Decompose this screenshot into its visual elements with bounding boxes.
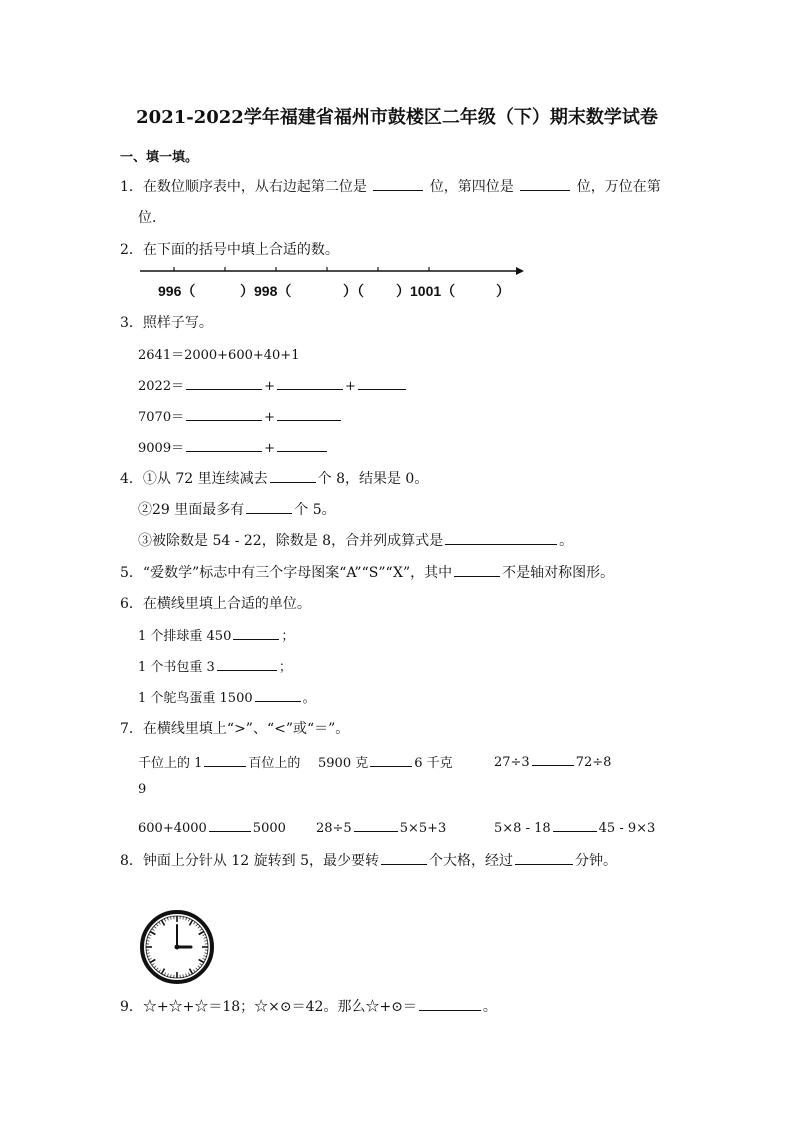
number-line	[138, 264, 528, 278]
q6-blank[interactable]	[233, 626, 279, 640]
q7-item-4: 600+4000 5000	[138, 818, 286, 836]
q3-row-2: 7070＝ +	[138, 406, 343, 425]
q7-blank[interactable]	[370, 753, 412, 767]
q5-blank[interactable]	[454, 563, 500, 577]
q3-blank[interactable]	[277, 407, 341, 421]
q1-blank-1[interactable]	[373, 177, 423, 191]
q3-blank[interactable]	[358, 376, 406, 390]
q6-row-1: 1 个排球重 450 ；	[138, 625, 294, 644]
q3-blank[interactable]	[277, 376, 343, 390]
q3-blank[interactable]	[186, 376, 262, 390]
q7-blank[interactable]	[209, 818, 251, 832]
q4-blank-1[interactable]	[270, 469, 316, 483]
q7-blank[interactable]	[553, 818, 597, 832]
clock-face	[138, 908, 216, 986]
q4-part-2: ②29 里面最多有 个 5。	[138, 502, 336, 518]
q9-blank[interactable]	[419, 997, 481, 1011]
q4-blank-2[interactable]	[246, 500, 292, 514]
section-heading: 一、填一填。	[120, 150, 199, 165]
q6-blank[interactable]	[217, 657, 277, 671]
q6-blank[interactable]	[255, 688, 301, 702]
q6-row-3: 1 个鸵鸟蛋重 1500 。	[138, 687, 316, 706]
q7-blank[interactable]	[204, 753, 246, 767]
q1-text-a: 1．在数位顺序表中，从右边起第二位是	[120, 179, 367, 195]
q7-item-5: 28÷5 5×5+3	[316, 818, 446, 836]
q7-item-1-wrap: 9	[138, 782, 147, 797]
q8-blank-2[interactable]	[515, 851, 573, 865]
question-3: 3．照样子写。	[120, 315, 213, 331]
question-2: 2．在下面的括号中填上合适的数。	[120, 242, 339, 258]
q8-blank-1[interactable]	[381, 851, 427, 865]
q7-item-2: 5900 克 6 千克	[318, 752, 453, 771]
q7-item-6: 5×8 - 18 45 - 9×3	[494, 818, 655, 836]
question-8: 8．钟面上分针从 12 旋转到 5，最少要转 个大格，经过 分钟。	[120, 853, 617, 869]
q7-blank[interactable]	[354, 818, 398, 832]
q7-blank[interactable]	[532, 752, 574, 766]
q3-row-1: 2022＝ + +	[138, 375, 408, 394]
number-line-label-1: 996（	[158, 283, 196, 299]
q7-item-1: 千位上的 1 百位上的	[138, 752, 300, 771]
q6-row-2: 1 个书包重 3 ；	[138, 656, 292, 675]
q4-blank-3[interactable]	[445, 531, 557, 545]
q3-example: 2641＝2000+600+40+1	[138, 348, 300, 363]
q7-item-3: 27÷3 72÷8	[494, 752, 611, 770]
number-line-label-3: ）（	[343, 283, 364, 299]
q3-row-3: 9009＝ +	[138, 437, 329, 456]
q1-text-b: 位，第四位是	[429, 179, 514, 195]
question-9: 9．☆+☆+☆＝18；☆×⊙＝42。那么☆+⊙＝ 。	[120, 999, 497, 1015]
q4-part-3: ③被除数是 54 - 22，除数是 8，合并列成算式是 。	[138, 533, 574, 549]
q1-text-c: 位，万位在第	[576, 179, 661, 195]
question-1	[120, 176, 661, 196]
q3-blank[interactable]	[186, 438, 262, 452]
q3-blank[interactable]	[186, 407, 262, 421]
q3-blank[interactable]	[277, 438, 327, 452]
question-6: 6．在横线里填上合适的单位。	[120, 596, 311, 612]
q1-blank-2[interactable]	[520, 177, 570, 191]
question-4: 4．①从 72 里连续减去 个 8，结果是 0。	[120, 471, 429, 487]
number-line-label-2: ）998（	[240, 283, 292, 299]
question-7: 7．在横线里填上“>”、“<”或“＝”。	[120, 721, 350, 737]
q1-continuation: 位．	[138, 210, 166, 226]
page-title: 2021-2022学年福建省福州市鼓楼区二年级（下）期末数学试卷	[136, 107, 658, 128]
number-line-label-4: ）1001（	[396, 283, 456, 299]
number-line-label-5: ）	[496, 283, 510, 299]
question-5: 5．“爱数学”标志中有三个字母图案“A”“S”“X”，其中 不是轴对称图形。	[120, 565, 615, 581]
